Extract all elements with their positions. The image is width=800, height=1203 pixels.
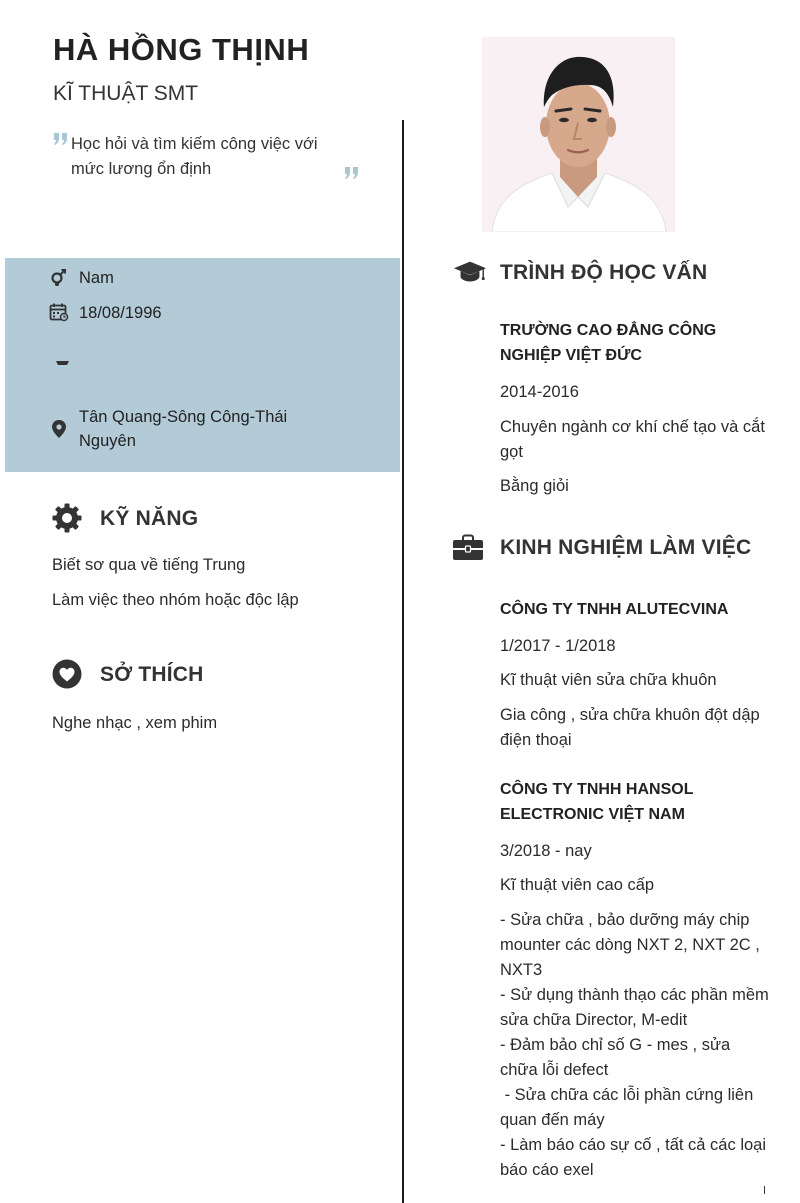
- gender-icon: [49, 267, 69, 287]
- company-name: CÔNG TY TNHH ALUTECVINA: [500, 601, 729, 618]
- school-name: TRƯỜNG CAO ĐẲNG CÔNG NGHIỆP VIỆT ĐỨC: [500, 322, 717, 364]
- skills-title: KỸ NĂNG: [100, 507, 199, 530]
- address-value: Tân Quang-Sông Công-Thái Nguyên: [79, 408, 288, 450]
- duty-item: - Đảm bảo chỉ số G - mes , sửa chữa lỗi defect: [500, 1036, 735, 1079]
- duty-item: - Sửa chữa , bảo dưỡng máy chip mounter các dòng NXT 2, NXT 2C , NXT3: [500, 911, 765, 979]
- page-mark: [764, 1186, 765, 1194]
- education-grade: Bằng giỏi: [500, 477, 569, 495]
- career-objective: Học hỏi và tìm kiếm công việc với mức lương ổn định: [71, 135, 318, 178]
- skill-item: Biết sơ qua về tiếng Trung: [52, 556, 246, 574]
- job-period: 3/2018 - nay: [500, 842, 592, 860]
- education-title: TRÌNH ĐỘ HỌC VẤN: [500, 261, 708, 284]
- gear-icon: [50, 503, 84, 533]
- calendar-icon: [49, 302, 69, 322]
- duty-list: [500, 908, 774, 1183]
- phone-icon: [56, 352, 69, 356]
- quote-open-icon: [52, 132, 70, 146]
- job-position: Kĩ thuật viên cao cấp: [500, 876, 655, 894]
- hobbies-title: SỞ THÍCH: [100, 663, 204, 686]
- candidate-name: HÀ HỒNG THỊNH: [53, 32, 310, 67]
- duty-item: - Làm báo cáo sự cố , tất cả các loại báo cáo exel: [500, 1136, 771, 1179]
- skill-item: Làm việc theo nhóm hoặc độc lập: [52, 591, 299, 609]
- education-period: 2014-2016: [500, 383, 579, 401]
- column-divider: [402, 120, 404, 1203]
- graduation-cap-icon: [453, 257, 487, 287]
- job-position: Kĩ thuật viên sửa chữa khuôn: [500, 671, 717, 689]
- job-period: 1/2017 - 1/2018: [500, 637, 616, 655]
- map-pin-icon: [49, 419, 69, 439]
- job-description: Gia công , sửa chữa khuôn đột dập điện thoại: [500, 706, 760, 749]
- duty-item: - Sử dụng thành thạo các phần mềm sửa chữa Director, M-edit: [500, 986, 774, 1029]
- company-name: CÔNG TY TNHH HANSOL ELECTRONIC VIỆT NAM: [500, 781, 694, 823]
- education-major: Chuyên ngành cơ khí chế tạo và cắt gọt: [500, 418, 765, 461]
- hobby-item: Nghe nhạc , xem phim: [52, 714, 218, 732]
- experience-title: KINH NGHIỆM LÀM VIỆC: [500, 536, 752, 559]
- briefcase-icon: [451, 533, 485, 563]
- heart-icon: [50, 659, 84, 689]
- dob-value: 18/08/1996: [79, 304, 162, 322]
- quote-close-icon: [343, 166, 361, 180]
- duty-item: - Sửa chữa các lỗi phần cứng liên quan đến máy: [500, 1086, 758, 1129]
- profile-photo: [482, 37, 675, 232]
- gender-value: Nam: [79, 269, 114, 287]
- job-title: KĨ THUẬT SMT: [53, 82, 199, 105]
